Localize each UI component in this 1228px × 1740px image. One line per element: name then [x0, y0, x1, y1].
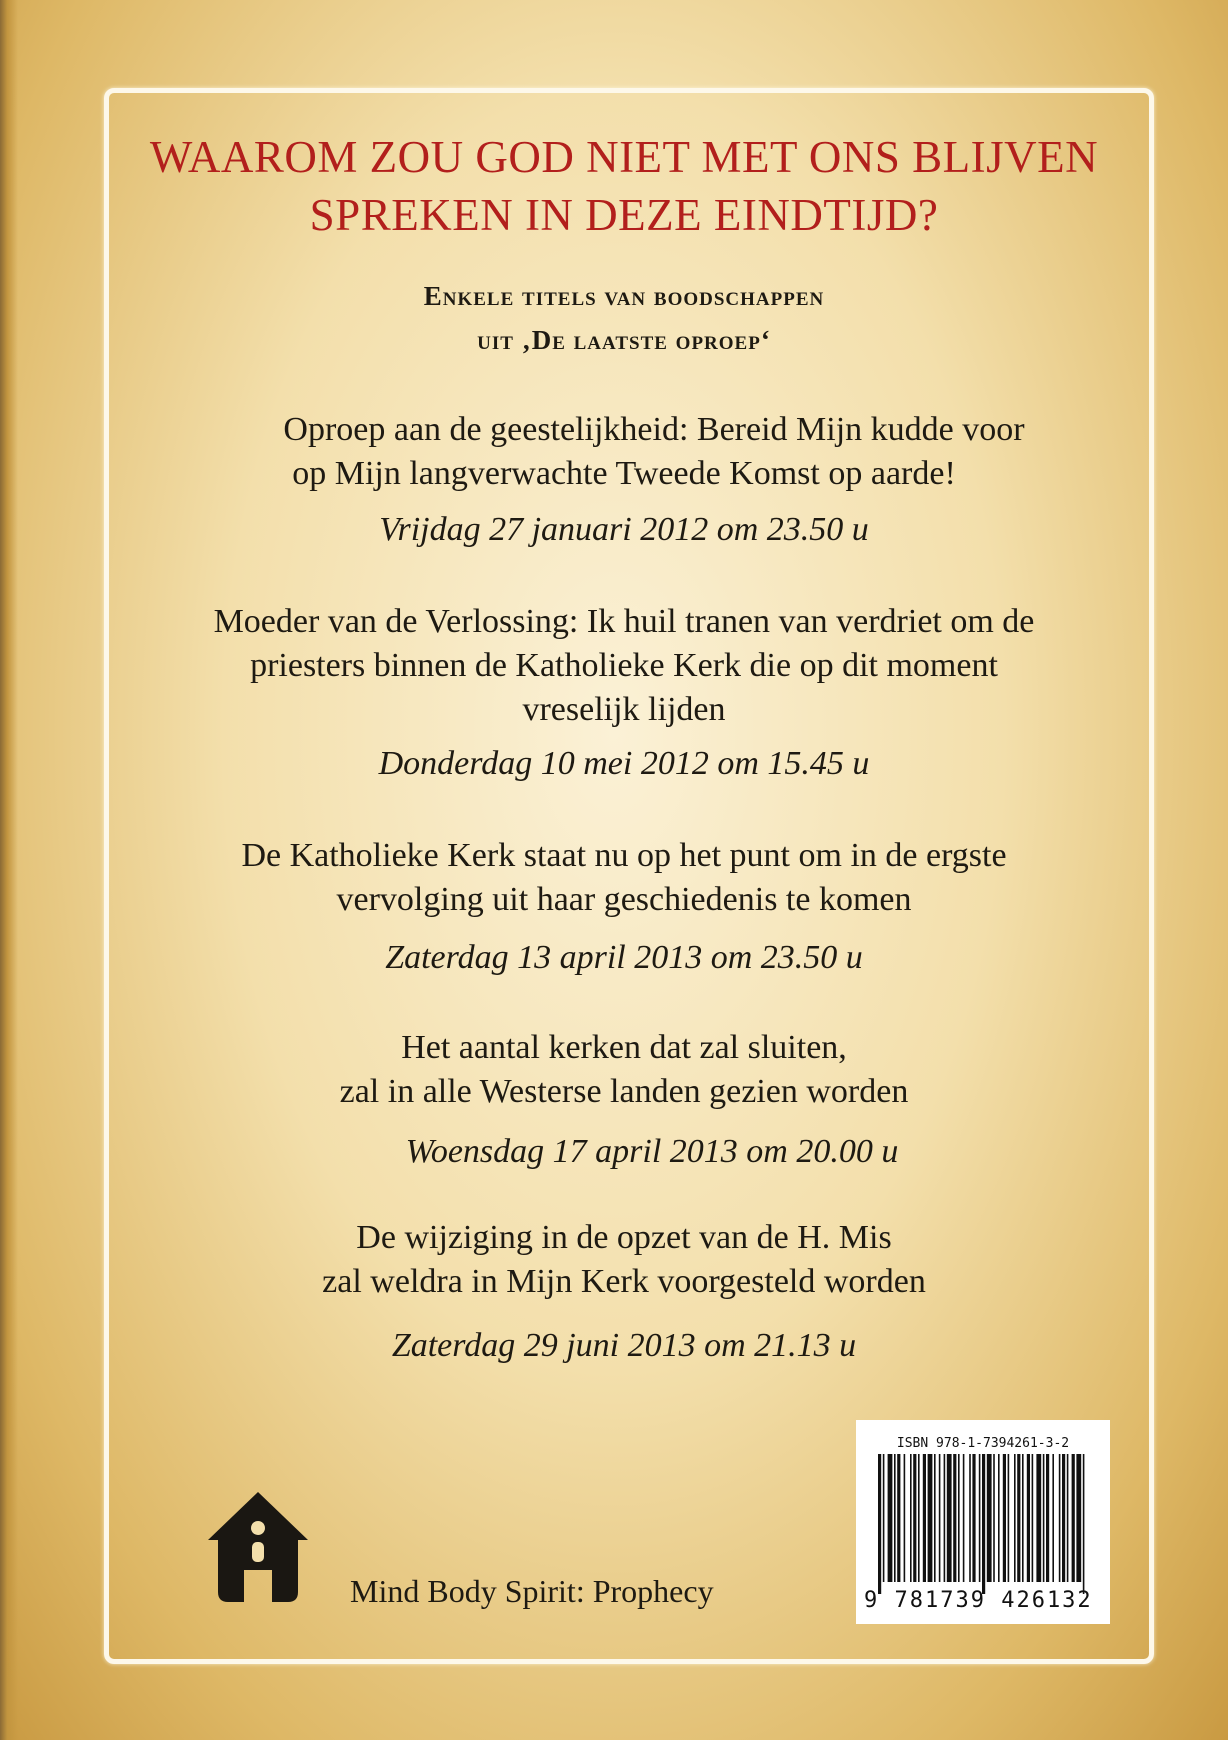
- barcode-bar: [1076, 1454, 1081, 1582]
- barcode-bar: [894, 1454, 896, 1582]
- message-4-line-1: Het aantal kerken dat zal sluiten,: [401, 1029, 847, 1066]
- message-2-date: Donderdag 10 mei 2012 om 15.45 u: [378, 745, 870, 782]
- barcode-bar: [928, 1454, 933, 1582]
- message-1-title: [104, 408, 1144, 496]
- book-category: Mind Body Spirit: Prophecy: [350, 1573, 714, 1609]
- cover-edge-shadow: [0, 0, 18, 1740]
- barcode-bar: [1003, 1454, 1006, 1582]
- barcode-bar: [939, 1454, 941, 1582]
- barcode-bar: [1052, 1454, 1054, 1582]
- barcode-bar: [1067, 1454, 1069, 1582]
- barcode-bar: [953, 1454, 956, 1582]
- barcode-bar: [1017, 1454, 1020, 1582]
- message-3-date: Zaterdag 13 april 2013 om 23.50 u: [385, 939, 863, 976]
- barcode-bar: [963, 1454, 965, 1582]
- barcode-bar: [1059, 1454, 1061, 1582]
- barcode-bar: [1032, 1454, 1034, 1582]
- barcode-bar: [947, 1454, 952, 1582]
- barcode-bar: [1046, 1454, 1049, 1582]
- title-line-1: WAAROM ZOU GOD NIET MET ONS BLIJVEN: [149, 132, 1099, 182]
- message-2-line-3: vreselijk lijden: [522, 691, 726, 728]
- barcode-bar: [923, 1454, 926, 1582]
- message-5-line-2: zal weldra in Mijn Kerk voorgesteld worden: [322, 1263, 926, 1300]
- barcode-bar: [1027, 1454, 1030, 1582]
- barcode-bar: [904, 1454, 906, 1582]
- message-4-date: Woensdag 17 april 2013 om 20.00 u: [405, 1133, 899, 1170]
- barcode-bar: [913, 1454, 916, 1582]
- barcode-bar: [1043, 1454, 1045, 1582]
- house-icon: [204, 1488, 312, 1606]
- barcode-bar: [1014, 1454, 1016, 1582]
- barcode-bar: [979, 1454, 981, 1582]
- message-4-title: [104, 1026, 1144, 1114]
- barcode-bar: [998, 1454, 1000, 1582]
- title-line-2: SPREKEN IN DEZE EINDTIJD?: [309, 190, 939, 240]
- message-5-date: Zaterdag 29 juni 2013 om 21.13 u: [391, 1327, 857, 1364]
- message-5-line-1: De wijziging in de opzet van de H. Mis: [356, 1219, 892, 1256]
- barcode-bar: [918, 1454, 920, 1582]
- message-2-line-1: Moeder van de Verlossing: Ik huil tranen van verdriet om de: [213, 603, 1035, 640]
- isbn-label: ISBN 978-1-7394261-3-2: [896, 1436, 1070, 1451]
- message-5-title: [104, 1216, 1144, 1304]
- barcode-bar: [993, 1454, 995, 1582]
- barcode-bar: [982, 1454, 985, 1594]
- barcode-bar: [1036, 1454, 1041, 1582]
- barcode-bar: [934, 1454, 936, 1582]
- barcode-bar: [944, 1454, 946, 1582]
- barcode-bar: [878, 1454, 881, 1594]
- message-4-line-2: zal in alle Westerse landen gezien worden: [339, 1073, 909, 1110]
- barcode-bar: [958, 1454, 960, 1582]
- barcode-digits: 9 781739 426132: [864, 1588, 1093, 1613]
- barcode-bar: [1022, 1454, 1024, 1582]
- barcode-bar: [969, 1454, 971, 1582]
- barcode-bar: [1083, 1454, 1085, 1594]
- message-2-line-2: priesters binnen de Katholieke Kerk die op dit moment: [250, 647, 998, 684]
- cover-title: [104, 128, 1144, 244]
- message-1-line-1: Oproep aan de geestelijkheid: Bereid Mijn kudde voor: [283, 411, 1025, 448]
- subtitle: [104, 274, 1144, 362]
- barcode-bars: [876, 1454, 1090, 1594]
- barcode-bar: [888, 1454, 893, 1582]
- isbn-barcode: [856, 1420, 1110, 1624]
- barcode-bar: [1072, 1454, 1075, 1582]
- message-2-title: [104, 600, 1144, 732]
- barcode-bar: [1008, 1454, 1010, 1582]
- barcode-bar: [1062, 1454, 1065, 1582]
- barcode-bar: [987, 1454, 992, 1582]
- message-1-date: Vrijdag 27 januari 2012 om 23.50 u: [379, 511, 869, 548]
- message-3-title: [104, 834, 1144, 922]
- barcode-bar: [897, 1454, 900, 1582]
- subtitle-line-2: uit ‚De laatste oproep‘: [477, 325, 771, 355]
- message-1-line-2: op Mijn langverwachte Tweede Komst op aarde!: [292, 455, 956, 492]
- subtitle-line-1: Enkele titels van boodschappen: [423, 281, 825, 311]
- message-3-line-1: De Katholieke Kerk staat nu op het punt om in de ergste: [241, 837, 1007, 874]
- message-3-line-2: vervolging uit haar geschiedenis te komen: [336, 881, 912, 918]
- barcode-bar: [910, 1454, 912, 1582]
- barcode-bar: [883, 1454, 885, 1582]
- barcode-bar: [972, 1454, 975, 1582]
